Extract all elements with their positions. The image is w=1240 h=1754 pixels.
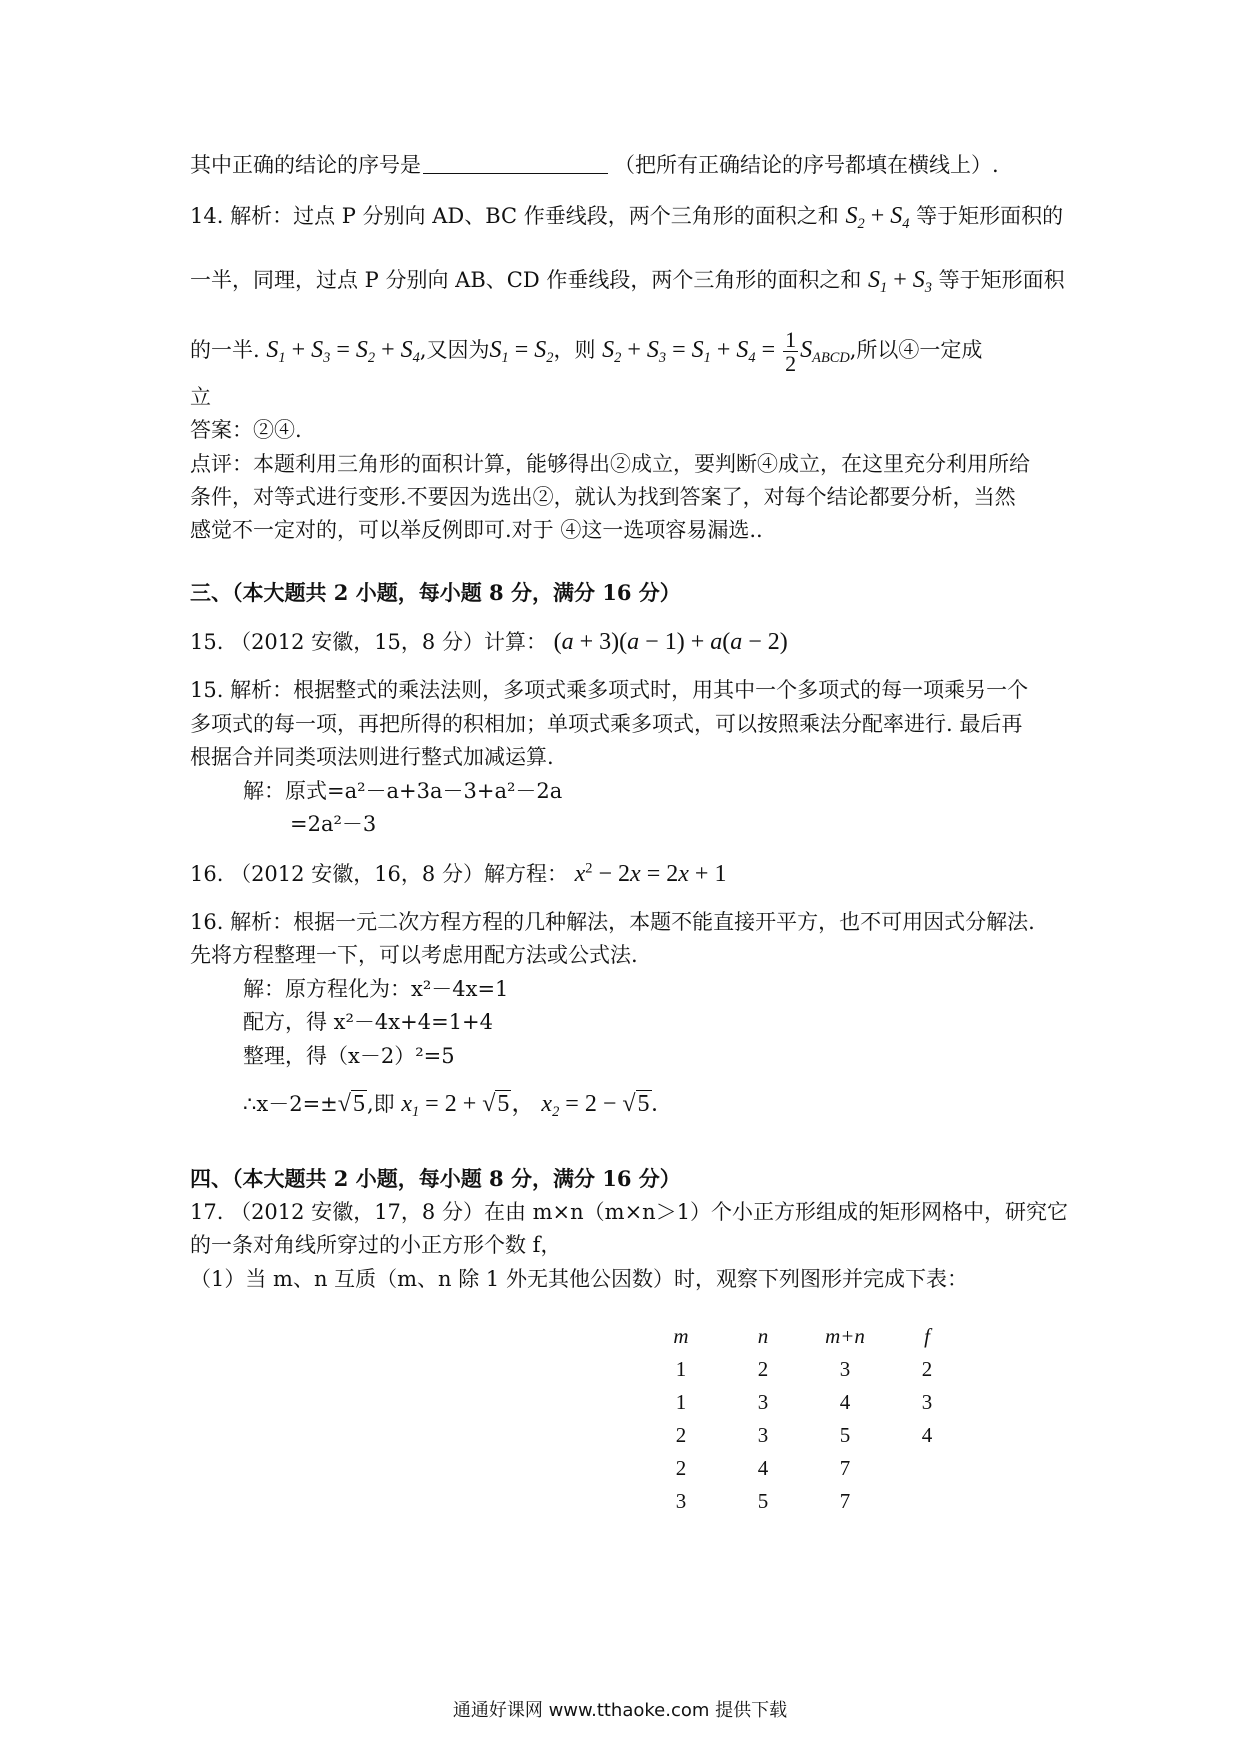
table-row <box>640 1485 968 1518</box>
section-3-heading: 三、（本大题共 2 小题，每小题 8 分，满分 16 分） <box>190 580 681 605</box>
math-roots: $x_1 = 2 + √5$， $x_2 = 2 - √5$. <box>401 1091 658 1121</box>
question-15: 15. （2012 安徽，15，8 分）计算： (a + 3)(a − 1) + a(a − 2) <box>190 629 788 655</box>
header-m: m <box>673 1324 689 1348</box>
solution-16-line2: 先将方程整理一下，可以考虑用配方法或公式法. <box>190 943 638 967</box>
math-sqrt5: √5 <box>337 1091 365 1117</box>
cell-m: 2 <box>675 1423 687 1447</box>
cell-n: 3 <box>757 1390 769 1414</box>
solution-16-step1: 解：原方程化为：x²－4x=1 <box>243 977 509 1001</box>
section-4-heading: 四、（本大题共 2 小题，每小题 8 分，满分 16 分） <box>190 1166 681 1191</box>
question-16: 16. （2012 安徽，16，8 分）解方程： $x^2 - 2x = 2x + 1$ <box>190 860 727 887</box>
math-equation-3: $S_2 + S_3 = S_1 + S_4$ = $\frac{1}{2}$ $S_{ABCD}$ <box>602 327 850 377</box>
solution-15-line2: 多项式的每一项，再把所得的积相加；单项式乘多项式，可以按照乘法分配率进行. 最后再 <box>190 712 1023 736</box>
solution-16-step4: ∴x－2=±√5,即 $x_1 = 2 + √5$， $x_2 = 2 - √5$. <box>243 1091 658 1121</box>
answer-blank <box>423 155 608 174</box>
comment-line2: 条件，对等式进行变形.不要因为选出②，就认为找到答案了，对每个结论都要分析，当然 <box>190 485 1016 509</box>
cell-f <box>886 1452 968 1485</box>
page-footer: 通通好课网 www.tthaoke.com 提供下载 <box>452 1700 788 1721</box>
question-17-line1: 17. （2012 安徽，17，8 分）在由 m×n（m×n＞1）个小正方形组成的矩形网格中，研究它 <box>190 1200 1069 1224</box>
comment-line1: 点评：本题利用三角形的面积计算，能够得出②成立，要判断④成立，在这里充分利用所给 <box>190 452 1030 476</box>
cell-f: 2 <box>921 1357 933 1381</box>
solution-16-step3: 整理，得（x－2）²=5 <box>243 1044 455 1068</box>
cell-n: 5 <box>757 1489 769 1513</box>
mn-table <box>640 1320 968 1518</box>
header-n: n <box>757 1324 769 1348</box>
cell-m-plus-n: 3 <box>839 1357 851 1381</box>
solution-14-line3: 的一半. $S_1 + S_3 = S_2 + S_4$,又因为$S_1 = S_2$，则 $S_2 + S_3 = S_1 + S_4$ = $\frac{1}{2}$ $S_{ABCD}$,所以④一定成 <box>190 327 983 377</box>
question-17-line2: 的一条对角线所穿过的小正方形个数 f， <box>190 1233 562 1257</box>
cell-n: 3 <box>757 1423 769 1447</box>
cell-m-plus-n: 4 <box>839 1390 851 1414</box>
table-row <box>640 1386 968 1419</box>
question-17-line3: （1）当 m、n 互质（m、n 除 1 外无其他公因数）时，观察下列图形并完成下表： <box>190 1267 968 1291</box>
cell-m-plus-n: 7 <box>839 1456 851 1480</box>
cell-m: 1 <box>675 1357 687 1381</box>
comment-line3: 感觉不一定对的，可以举反例即可.对于 ④这一选项容易漏选.. <box>190 518 763 542</box>
line-blank-answer: 其中正确的结论的序号是 （把所有正确结论的序号都填在横线上）. <box>190 153 999 177</box>
cell-m-plus-n: 7 <box>839 1489 851 1513</box>
table-row <box>640 1452 968 1485</box>
solution-14-line4: 立 <box>190 385 211 409</box>
math-q15-expression: (a + 3)(a − 1) + a(a − 2) <box>553 629 788 655</box>
solution-15-step1: 解：原式=a²－a+3a－3+a²－2a <box>243 779 563 803</box>
table-header-row <box>640 1320 968 1353</box>
cell-m: 3 <box>675 1489 687 1513</box>
solution-14-line2: 一半，同理，过点 P 分别向 AB、CD 作垂线段，两个三角形的面积之和 $S_1 + S_3$ 等于矩形面积 <box>190 267 1065 297</box>
table-row <box>640 1353 968 1386</box>
cell-n: 2 <box>757 1357 769 1381</box>
cell-n: 4 <box>757 1456 769 1480</box>
math-s1-s3: $S_1 + S_3$ <box>868 267 932 297</box>
cell-m: 2 <box>675 1456 687 1480</box>
cell-f <box>886 1485 968 1518</box>
header-m-plus-n: m+n <box>825 1324 865 1348</box>
cell-m-plus-n: 5 <box>839 1423 851 1447</box>
cell-f: 4 <box>921 1423 933 1447</box>
solution-15-line3: 根据合并同类项法则进行整式加减运算. <box>190 745 554 769</box>
math-equation-1: $S_1 + S_3 = S_2 + S_4$ <box>266 337 420 367</box>
solution-16-line1: 16. 解析：根据一元二次方程方程的几种解法，本题不能直接开平方，也不可用因式分解法. <box>190 910 1035 934</box>
math-s2-s4: $S_2 + S_4$ <box>845 203 910 233</box>
answer-14: 答案：②④. <box>190 418 302 442</box>
solution-14-line1: 14. 解析：过点 P 分别向 AD、BC 作垂线段，两个三角形的面积之和 $S_2 + S_4$ 等于矩形面积的 <box>190 203 1064 233</box>
cell-f: 3 <box>921 1390 933 1414</box>
solution-15-line1: 15. 解析：根据整式的乘法法则，多项式乘多项式时，用其中一个多项式的每一项乘另一个 <box>190 678 1029 702</box>
cell-m: 1 <box>675 1390 687 1414</box>
table-row <box>640 1419 968 1452</box>
solution-15-step2: =2a²－3 <box>290 812 377 836</box>
solution-16-step2: 配方，得 x²－4x+4=1+4 <box>243 1010 494 1034</box>
math-q16-equation: $x^2 - 2x = 2x + 1$ <box>574 860 727 887</box>
header-f: f <box>924 1324 930 1348</box>
math-equation-2: $S_1 = S_2$ <box>489 337 554 367</box>
